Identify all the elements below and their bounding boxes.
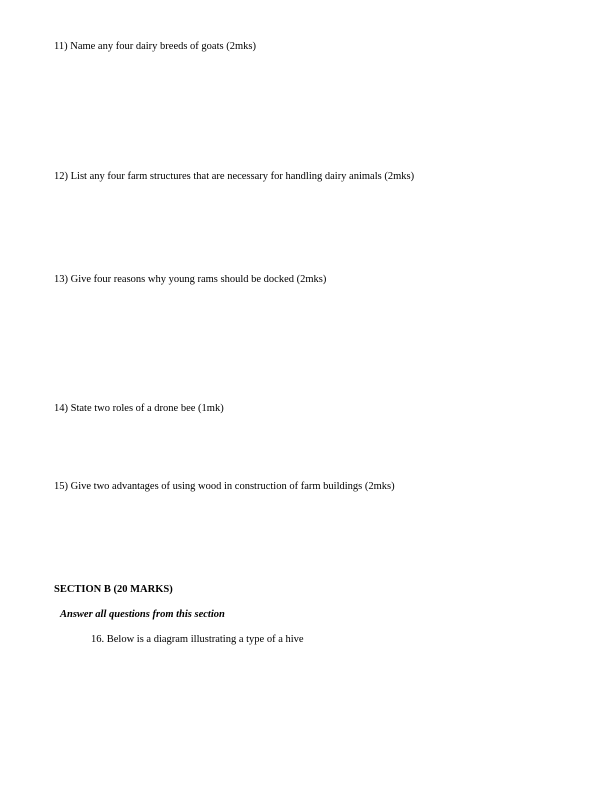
- section-b-instruction: Answer all questions from this section: [60, 609, 225, 620]
- question-16: 16. Below is a diagram illustrating a type of a hive: [91, 634, 304, 645]
- question-13: 13) Give four reasons why young rams should be docked (2mks): [54, 274, 327, 285]
- question-11: 11) Name any four dairy breeds of goats (2mks): [54, 41, 256, 52]
- question-12: 12) List any four farm structures that are necessary for handling dairy animals (2mks): [54, 171, 415, 182]
- section-b-title: SECTION B (20 MARKS): [54, 584, 173, 595]
- question-15: 15) Give two advantages of using wood in construction of farm buildings (2mks): [54, 481, 395, 492]
- question-14: 14) State two roles of a drone bee (1mk): [54, 403, 224, 414]
